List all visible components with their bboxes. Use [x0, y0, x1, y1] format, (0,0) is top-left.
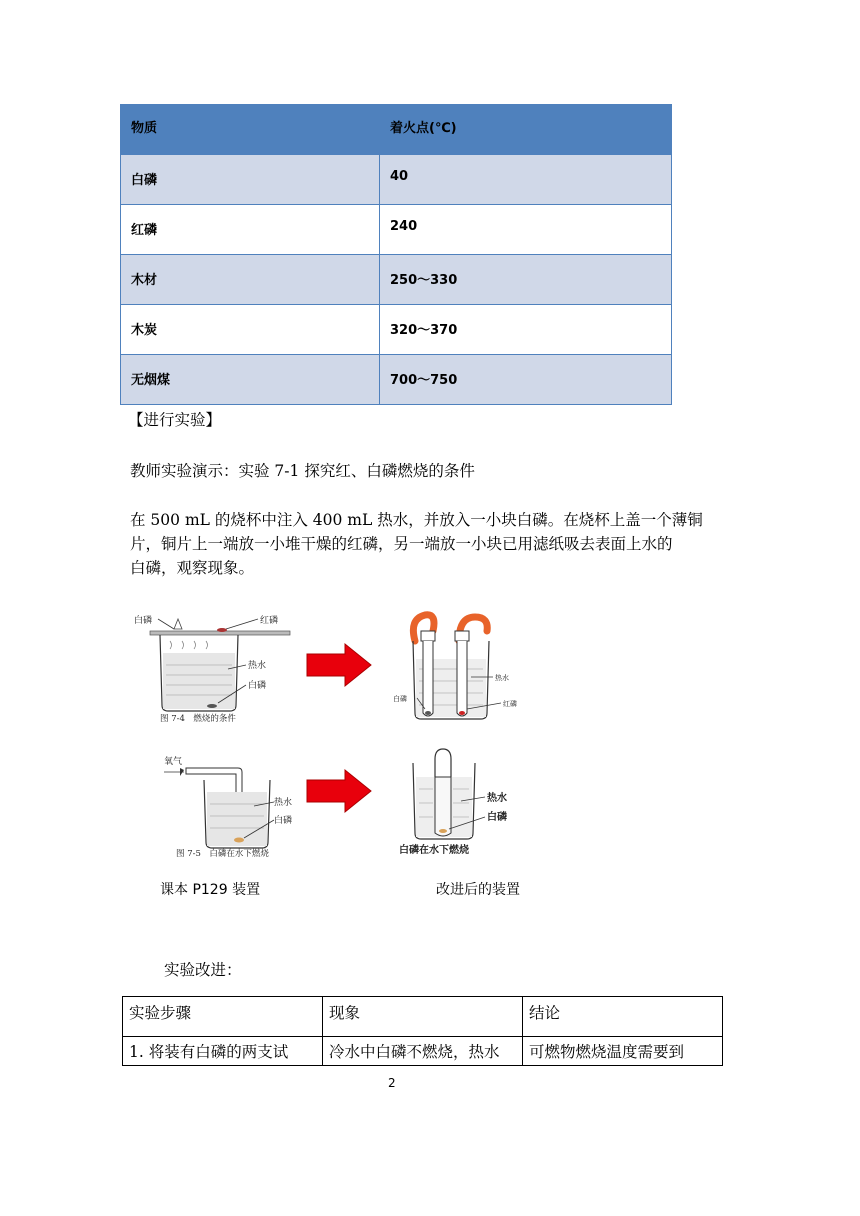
- cell-substance: 白磷: [121, 155, 380, 205]
- ignition-point-table: [120, 104, 672, 405]
- procedure-paragraph: [130, 508, 750, 580]
- label-white-phosphorus: 白磷: [393, 695, 407, 703]
- header-substance: 物质: [121, 105, 380, 155]
- caption-textbook-apparatus: 课本 P129 装置: [160, 882, 261, 898]
- figure-textbook-burning-conditions: [130, 605, 300, 725]
- figure-caption: 图 7-5 白磷在水下燃烧: [176, 849, 269, 859]
- label-oxygen: 氧气: [164, 757, 183, 767]
- demo-title: 教师实验演示：实验 7-1 探究红、白磷燃烧的条件: [130, 462, 475, 480]
- cell-ignition-point: 700～750: [380, 355, 672, 405]
- figure-caption: 图 7-4 燃烧的条件: [160, 714, 236, 724]
- red-arrow-icon: [305, 642, 373, 688]
- table-row: [121, 155, 672, 205]
- cell-ignition-point: 240: [380, 205, 672, 255]
- label-white-phosphorus: 白磷: [248, 681, 267, 691]
- figure-textbook-underwater-burning: [150, 750, 300, 860]
- cell-step: 1. 将装有白磷的两支试: [123, 1037, 323, 1066]
- label-white-phosphorus: 白磷: [134, 616, 153, 626]
- header-conclusion: 结论: [523, 997, 723, 1037]
- cell-ignition-point: 320～370: [380, 305, 672, 355]
- table-row: [121, 305, 672, 355]
- improvement-heading: 实验改进：: [164, 961, 242, 979]
- header-phenomenon: 现象: [323, 997, 523, 1037]
- figure-improved-test-tubes: [385, 605, 535, 725]
- cell-ignition-point: 250～330: [380, 255, 672, 305]
- table-row: [121, 355, 672, 405]
- cell-ignition-point: 40: [380, 155, 672, 205]
- cell-phenomenon: 冷水中白磷不燃烧，热水: [323, 1037, 523, 1066]
- table-header-row: [121, 105, 672, 155]
- experiment-result-table: [122, 996, 723, 1066]
- table-row: [121, 205, 672, 255]
- cell-substance: 木炭: [121, 305, 380, 355]
- header-steps: 实验步骤: [123, 997, 323, 1037]
- header-ignition-point: 着火点(℃): [380, 105, 672, 155]
- cell-conclusion: 可燃物燃烧温度需要到: [523, 1037, 723, 1066]
- table-row: [123, 1037, 723, 1066]
- figure-improved-underwater-burning: [395, 745, 525, 860]
- caption-improved-apparatus: 改进后的装置: [436, 882, 520, 898]
- figure-caption: 白磷在水下燃烧: [399, 845, 469, 856]
- page-number: 2: [388, 1076, 396, 1090]
- procedure-line: 白磷，观察现象。: [130, 559, 255, 577]
- procedure-line: 片，铜片上一端放一小堆干燥的红磷，另一端放一小块已用滤纸吸去表面上水的: [130, 535, 673, 553]
- label-white-phosphorus: 白磷: [274, 816, 293, 826]
- label-hot-water: 热水: [487, 793, 507, 804]
- table-row: [121, 255, 672, 305]
- cell-substance: 红磷: [121, 205, 380, 255]
- cell-substance: 木材: [121, 255, 380, 305]
- label-hot-water: 热水: [274, 798, 293, 808]
- red-arrow-icon: [305, 768, 373, 814]
- label-hot-water: 热水: [495, 674, 509, 682]
- label-red-phosphorus: 红磷: [503, 700, 517, 708]
- section-heading: 【进行实验】: [128, 411, 222, 429]
- procedure-line: 在 500 mL 的烧杯中注入 400 mL 热水，并放入一小块白磷。在烧杯上盖一个薄铜: [130, 511, 703, 529]
- label-red-phosphorus: 红磷: [260, 616, 279, 626]
- cell-substance: 无烟煤: [121, 355, 380, 405]
- table-header-row: [123, 997, 723, 1037]
- label-white-phosphorus: 白磷: [487, 812, 507, 823]
- label-hot-water: 热水: [248, 661, 267, 671]
